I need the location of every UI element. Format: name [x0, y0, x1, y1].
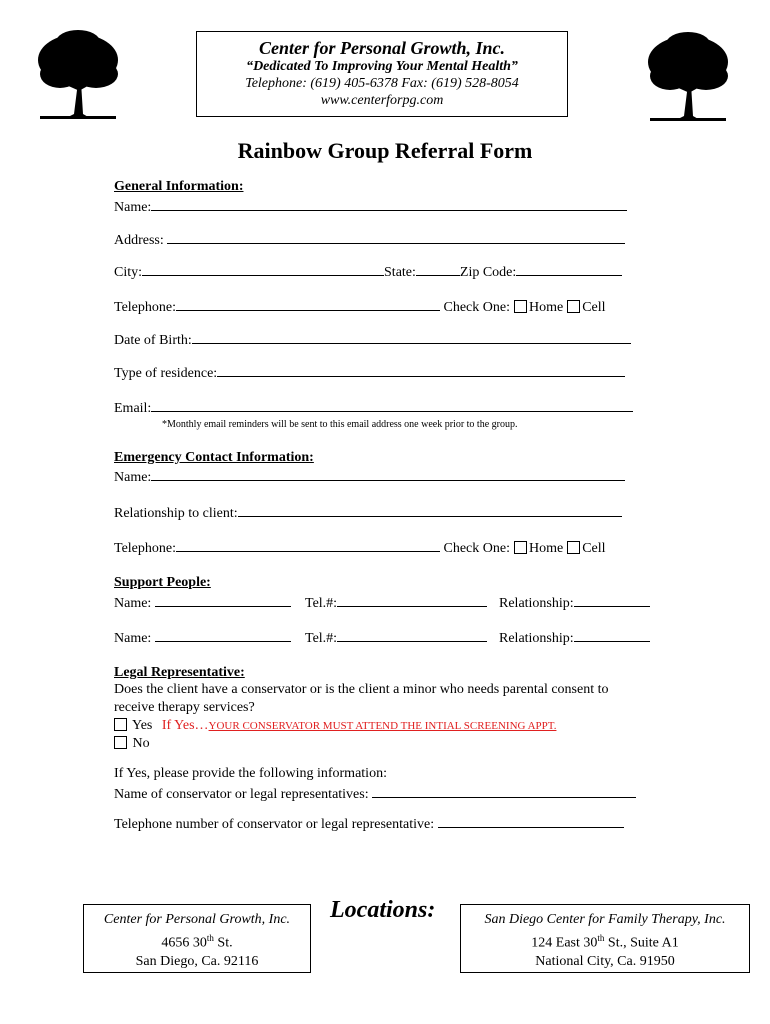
- support-relationship-label: Relationship:: [499, 596, 574, 611]
- support-relationship-field-2[interactable]: [574, 628, 650, 642]
- home-checkbox[interactable]: [514, 300, 527, 313]
- legal-yes-checkbox[interactable]: [114, 718, 127, 731]
- emergency-telephone-label: Telephone:: [114, 541, 176, 556]
- dob-field[interactable]: [192, 330, 631, 344]
- org-website: www.centerforpg.com: [320, 93, 444, 108]
- emergency-telephone-field[interactable]: [176, 538, 440, 552]
- org-phone-fax: Telephone: (619) 405-6378 Fax: (619) 528-8054: [245, 76, 519, 91]
- location-2-city: National City, Ca. 91950: [535, 953, 675, 969]
- home-label: Home: [528, 300, 564, 315]
- conservator-name-label: Name of conservator or legal representatives:: [114, 787, 369, 802]
- if-yes-note: YOUR CONSERVATOR MUST ATTEND THE INTIAL SCREENING APPT.: [208, 720, 557, 732]
- emergency-home-label: Home: [528, 541, 564, 556]
- location-box-2: [460, 904, 750, 973]
- emergency-check-one-label: Check One:: [443, 541, 510, 556]
- residence-label: Type of residence:: [114, 366, 218, 381]
- city-field[interactable]: [142, 262, 384, 276]
- general-heading: General Information:: [114, 179, 244, 194]
- emergency-name-label: Name:: [114, 470, 152, 485]
- support-name-field-1[interactable]: [155, 593, 291, 607]
- check-one-label: Check One:: [443, 300, 510, 315]
- location-2-street: 124 East 30th St., Suite A1: [531, 933, 679, 951]
- conservator-name-field[interactable]: [372, 784, 636, 798]
- location-1-street: 4656 30th St.: [161, 933, 233, 951]
- zip-label: Zip Code:: [459, 265, 517, 280]
- form-title: Rainbow Group Referral Form: [237, 138, 533, 163]
- support-name-field-2[interactable]: [155, 628, 291, 642]
- legal-heading: Legal Representative:: [114, 665, 245, 680]
- cell-label: Cell: [582, 300, 606, 315]
- locations-heading: Locations:: [330, 897, 436, 923]
- support-heading: Support People:: [114, 575, 211, 590]
- support-tel-field-1[interactable]: [337, 593, 487, 607]
- emergency-relationship-label: Relationship to client:: [114, 506, 238, 521]
- support-tel-label: Tel.#:: [305, 596, 338, 611]
- support-name-label: Name:: [114, 596, 152, 611]
- city-label: City:: [114, 265, 143, 280]
- name-label: Name:: [114, 200, 152, 215]
- address-field[interactable]: [167, 230, 625, 244]
- zip-field[interactable]: [516, 262, 622, 276]
- legal-yes-label: Yes: [131, 718, 153, 733]
- if-yes-prefix: If Yes…: [161, 718, 209, 733]
- state-field[interactable]: [416, 262, 460, 276]
- state-label: State:: [384, 265, 416, 280]
- email-note: *Monthly email reminders will be sent to this email address one week prior to the group.: [162, 419, 518, 430]
- email-label: Email:: [114, 401, 152, 416]
- name-field[interactable]: [151, 197, 627, 211]
- telephone-field[interactable]: [176, 297, 440, 311]
- support-tel-label: Tel.#:: [305, 631, 338, 646]
- org-motto: “Dedicated To Improving Your Mental Health”: [246, 59, 518, 74]
- legal-no-checkbox[interactable]: [114, 736, 127, 749]
- emergency-heading: Emergency Contact Information:: [114, 450, 314, 465]
- emergency-name-field[interactable]: [151, 467, 625, 481]
- support-relationship-field-1[interactable]: [574, 593, 650, 607]
- cell-checkbox[interactable]: [567, 300, 580, 313]
- residence-field[interactable]: [217, 363, 625, 377]
- location-1-city: San Diego, Ca. 92116: [135, 953, 259, 969]
- location-2-name: San Diego Center for Family Therapy, Inc.: [484, 912, 726, 927]
- legal-question-line1: Does the client have a conservator or is the client a minor who needs parental consent to: [114, 682, 609, 697]
- support-tel-field-2[interactable]: [337, 628, 487, 642]
- conservator-phone-field[interactable]: [438, 814, 624, 828]
- provide-info-text: If Yes, please provide the following information:: [114, 766, 387, 781]
- header-box: [196, 31, 568, 117]
- email-field[interactable]: [151, 398, 633, 412]
- emergency-cell-label: Cell: [582, 541, 606, 556]
- legal-question-line2: receive therapy services?: [114, 700, 255, 715]
- support-relationship-label: Relationship:: [499, 631, 574, 646]
- address-label: Address:: [114, 233, 164, 248]
- emergency-home-checkbox[interactable]: [514, 541, 527, 554]
- legal-no-label: No: [132, 736, 150, 751]
- tree-icon: [646, 32, 730, 122]
- support-name-label: Name:: [114, 631, 152, 646]
- telephone-label: Telephone:: [114, 300, 176, 315]
- conservator-phone-label: Telephone number of conservator or legal representative:: [114, 817, 435, 832]
- dob-label: Date of Birth:: [114, 333, 192, 348]
- location-box-1: [83, 904, 311, 973]
- emergency-cell-checkbox[interactable]: [567, 541, 580, 554]
- tree-icon: [36, 30, 120, 120]
- location-1-name: Center for Personal Growth, Inc.: [103, 912, 291, 927]
- org-name: Center for Personal Growth, Inc.: [258, 38, 506, 58]
- emergency-relationship-field[interactable]: [238, 503, 622, 517]
